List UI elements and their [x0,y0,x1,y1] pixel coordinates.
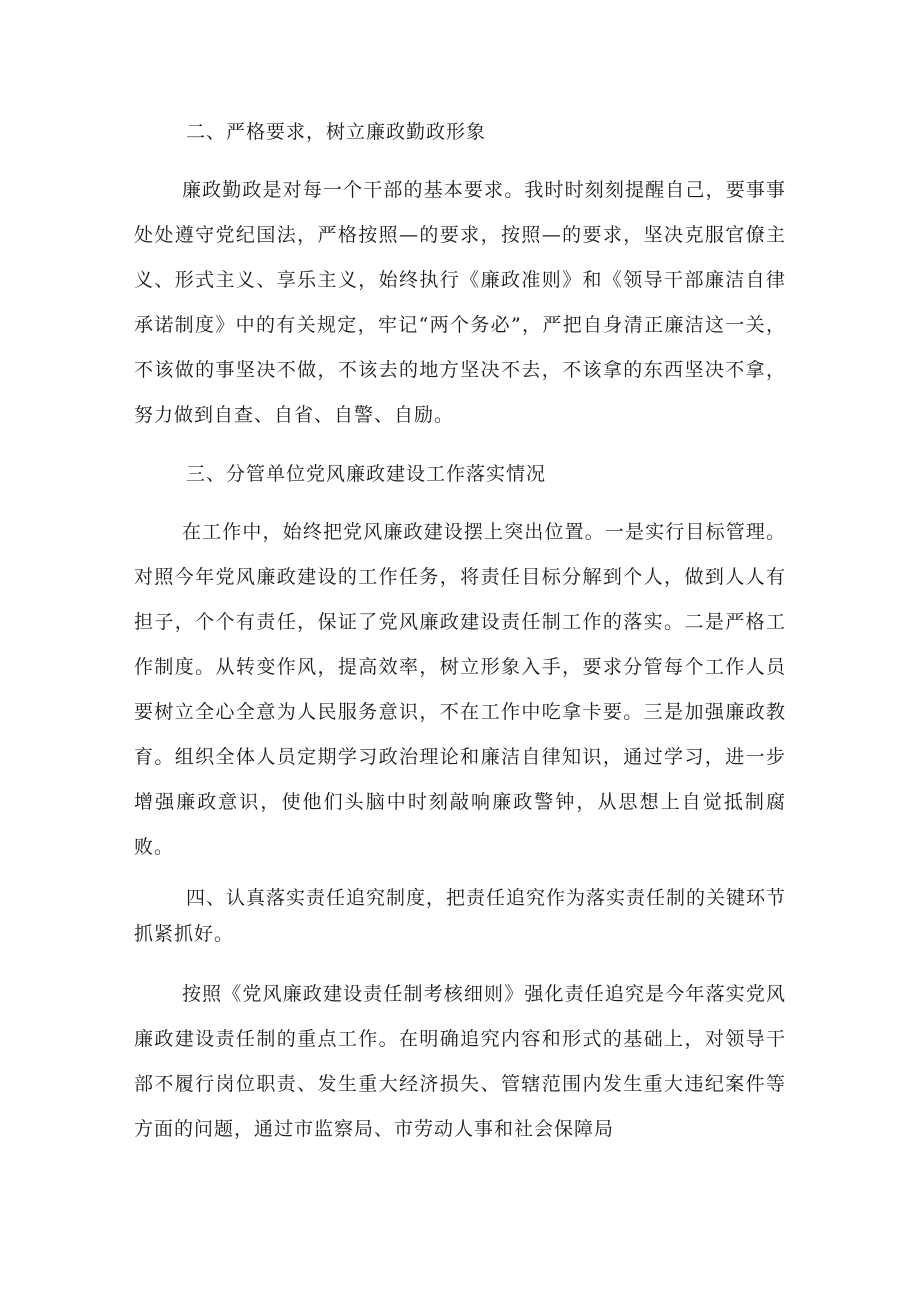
section-2-paragraph: 廉政勤政是对每一个干部的基本要求。我时时刻刻提醒自己，要事事处处遵守党纪国法，严格按照—的要求，按照—的要求，坚决克服官僚主义、形式主义、享乐主义，始终执行《廉政准则》和《领导干部廉洁自律承诺制度》中的有关规定，牢记“两个务必”，严把自身清正廉洁这一关，不该做的事坚决不做，不该去的地方坚决不去，不该拿的东西坚决不拿，努力做到自查、自省、自警、自励。 [134,179,786,426]
section-3-paragraph: 在工作中，始终把党风廉政建设摆上突出位置。一是实行目标管理。对照今年党风廉政建设的工作任务，将责任目标分解到个人，做到人人有担子，个个有责任，保证了党风廉政建设责任制工作的落实。二是严格工作制度。从转变作风，提高效率，树立形象入手，要求分管每个工作人员要树立全心全意为人民服务意识，不在工作中吃拿卡要。三是加强廉政教育。组织全体人员定期学习政治理论和廉洁自律知识，通过学习，进一步增强廉政意识，使他们头脑中时刻敲响廉政警钟，从思想上自觉抵制腐败。 [134,521,786,858]
section-4-heading: 四、认真落实责任追究制度，把责任追究作为落实责任制的关键环节抓紧抓好。 [134,887,787,945]
section-2-heading: 二、严格要求，树立廉政勤政形象 [186,121,487,143]
document-body [134,110,786,1166]
section-3-heading: 三、分管单位党风廉政建设工作落实情况 [186,463,547,485]
section-4-paragraph: 按照《党风廉政建设责任制考核细则》强化责任追究是今年落实党风廉政建设责任制的重点工作。在明确追究内容和形式的基础上，对领导干部不履行岗位职责、发生重大经济损失、管辖范围内发生重大违纪案件等方面的问题，通过市监察局、市劳动人事和社会保障局 [134,983,786,1140]
